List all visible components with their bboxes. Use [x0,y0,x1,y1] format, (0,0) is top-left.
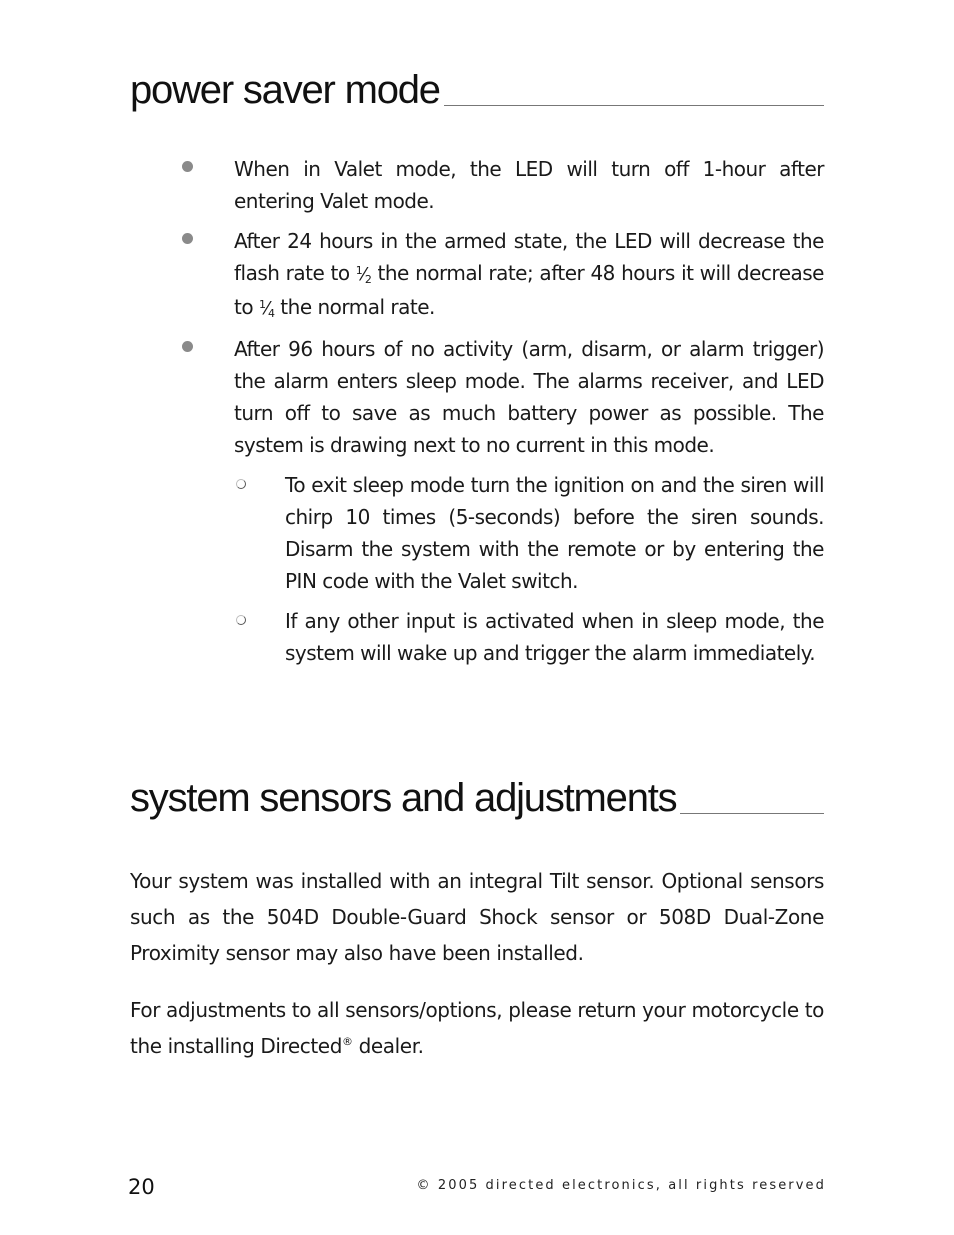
fraction-half-numerator: 1 [355,264,363,277]
sensors-paragraph: Your system was installed with an integral Tilt sensor. Optional sensors such as the 504D Double-Guard Shock sensor or 508D Dual-Zone Proximity sensor may also have been installed. [130,869,824,965]
bullet-item-valet [180,153,824,217]
heading-title: system sensors and adjustments [130,776,677,820]
hollow-circle-bullet-icon [236,615,246,625]
adjustments-text-part2: dealer. [352,1034,424,1058]
section-heading-power-saver [130,70,824,110]
section-heading-system-sensors [130,778,824,818]
sub-item-text: If any other input is activated when in sleep mode, the system will wake up and trigger the alarm immediately. [285,609,824,665]
power-saver-bullet-list [180,153,824,677]
registered-mark: ® [342,1035,353,1048]
adjustments-text-part1: For adjustments to all sensors/options, please return your motorcycle to the installing Directed [130,998,824,1058]
sub-item-other-input [234,605,824,669]
copyright-notice: © 2005 directed electronics, all rights reserved [416,1178,826,1193]
bullet-dot-icon [182,233,193,244]
fraction-slash: ⁄ [362,264,365,285]
hollow-circle-bullet-icon [236,479,246,489]
fraction-half-denominator: 2 [364,273,372,286]
fraction-slash: ⁄ [265,298,268,319]
sub-item-text: To exit sleep mode turn the ignition on and the siren will chirp 10 times (5-seconds) before the siren sounds. Disarm the system with the remote or by entering the PIN code with the Valet switch. [285,473,824,593]
bullet-item-flash-rate [180,225,824,325]
heading-rule [444,105,824,106]
bullet-item-sleep-mode [180,333,824,669]
sleep-mode-sub-list [234,469,824,669]
heading-rule [680,813,824,814]
bullet-dot-icon [182,341,193,352]
bullet-text-part1: After 24 hours in the armed state, the LED will decrease the flash rate to [234,229,824,285]
bullet-text-part2: the normal rate; after 48 hours it will decrease to [234,261,824,319]
adjustments-paragraph [130,992,824,1064]
bullet-dot-icon [182,161,193,172]
bullet-text: When in Valet mode, the LED will turn off 1-hour after entering Valet mode. [234,157,824,213]
page-number: 20 [128,1175,155,1199]
bullet-text-part3: the normal rate. [274,295,435,319]
bullet-text: After 96 hours of no activity (arm, disarm, or alarm trigger) the alarm enters sleep mode. The alarms receiver, and LED turn off to save as much battery power as possible. The system is drawing next to no current in this mode. [234,337,824,457]
fraction-quarter-denominator: 4 [267,307,275,320]
fraction-quarter-numerator: 1 [258,298,266,311]
sub-item-exit-sleep [234,469,824,597]
heading-title: power saver mode [130,68,440,112]
